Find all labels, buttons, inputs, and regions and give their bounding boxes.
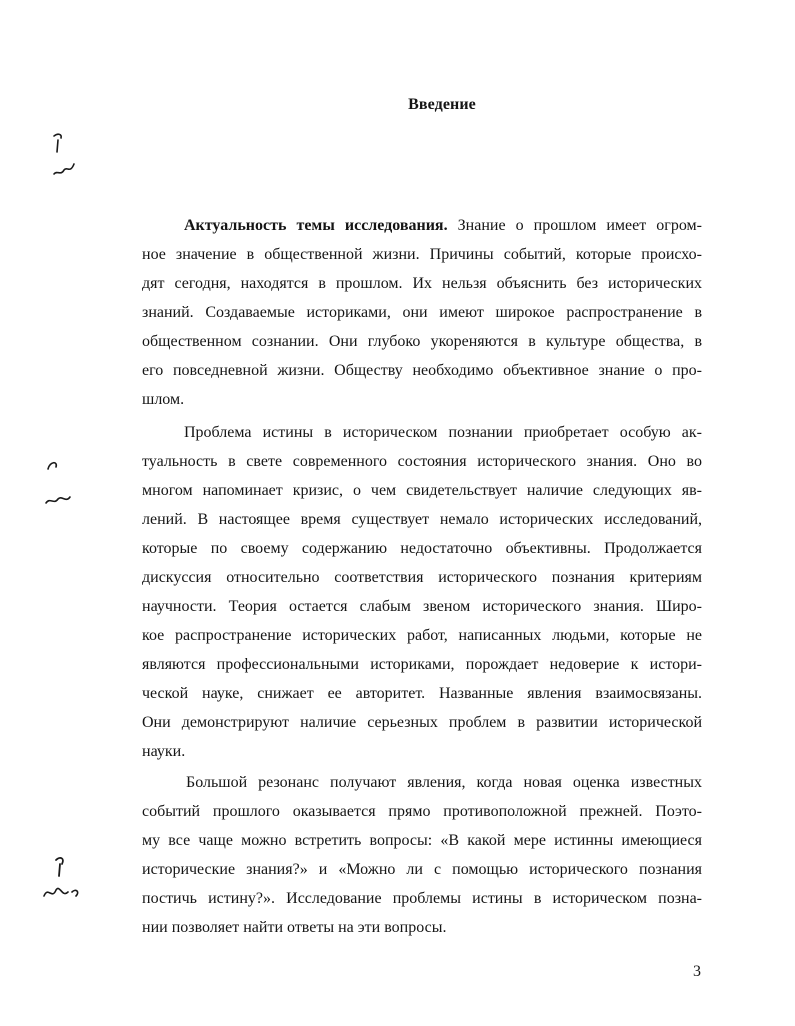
text-line: Большой резонанс получают явления, когда новая оценка известных — [186, 774, 702, 791]
page-number: 3 — [693, 963, 701, 980]
margin-handwriting-mark — [40, 455, 80, 515]
text-line: му все чаще можно встретить вопросы: «В какой мере истинны имеющиеся — [142, 832, 702, 849]
text-line: научности. Теория остается слабым звеном исторического знания. Широ- — [142, 598, 702, 615]
bold-lead: Актуальность темы исследования. — [184, 217, 448, 234]
text-line: являются профессиональными историками, порождает недоверие к истори- — [142, 656, 702, 673]
margin-handwriting-mark — [48, 130, 82, 182]
text-line: общественном сознании. Они глубоко укореняются в культуре общества, в — [142, 333, 702, 350]
text-line: ческой науке, снижает ее авторитет. Названные явления взаимосвязаны. — [142, 685, 702, 702]
margin-handwriting-mark — [38, 852, 88, 908]
text-line: которые по своему содержанию недостаточно объективны. Продолжается — [142, 540, 702, 557]
text-line: Они демонстрируют наличие серьезных проблем в развитии исторической — [142, 714, 702, 731]
text-line: постичь истину?». Исследование проблемы истины в историческом позна- — [142, 890, 702, 907]
text-line: дискуссия относительно соответствия исторического познания критериям — [142, 569, 702, 586]
text-line: туальность в свете современного состояния исторического знания. Оно во — [142, 453, 702, 470]
text-line: Проблема истины в историческом познании приобретает особую ак- — [184, 424, 702, 441]
text-line: ное значение в общественной жизни. Причины событий, которые происхо- — [142, 246, 702, 263]
text-line: лений. В настоящее время существует немало исторических исследований, — [142, 511, 702, 528]
text-line: нии позволяет найти ответы на эти вопросы. — [142, 919, 447, 936]
text-line: дят сегодня, находятся в прошлом. Их нельзя объяснить без исторических — [142, 275, 702, 292]
text-line: многом напоминает кризис, о чем свидетельствует наличие следующих яв- — [142, 482, 702, 499]
text-line: шлом. — [142, 391, 185, 408]
section-heading: Введение — [408, 96, 476, 113]
text-line: знаний. Создаваемые историками, они имеют широкое распространение в — [142, 304, 702, 321]
text-line: событий прошлого оказывается прямо противоположной прежней. Поэто- — [142, 803, 702, 820]
text-line: кое распространение исторических работ, написанных людьми, которые не — [142, 627, 702, 644]
text-line: его повседневной жизни. Обществу необходимо объективное знание о про- — [142, 362, 702, 379]
text-line: исторические знания?» и «Можно ли с помощью исторического познания — [142, 861, 702, 878]
text-line: науки. — [142, 743, 186, 760]
text-line: Актуальность темы исследования. Знание о прошлом имеет огром- — [184, 217, 703, 234]
